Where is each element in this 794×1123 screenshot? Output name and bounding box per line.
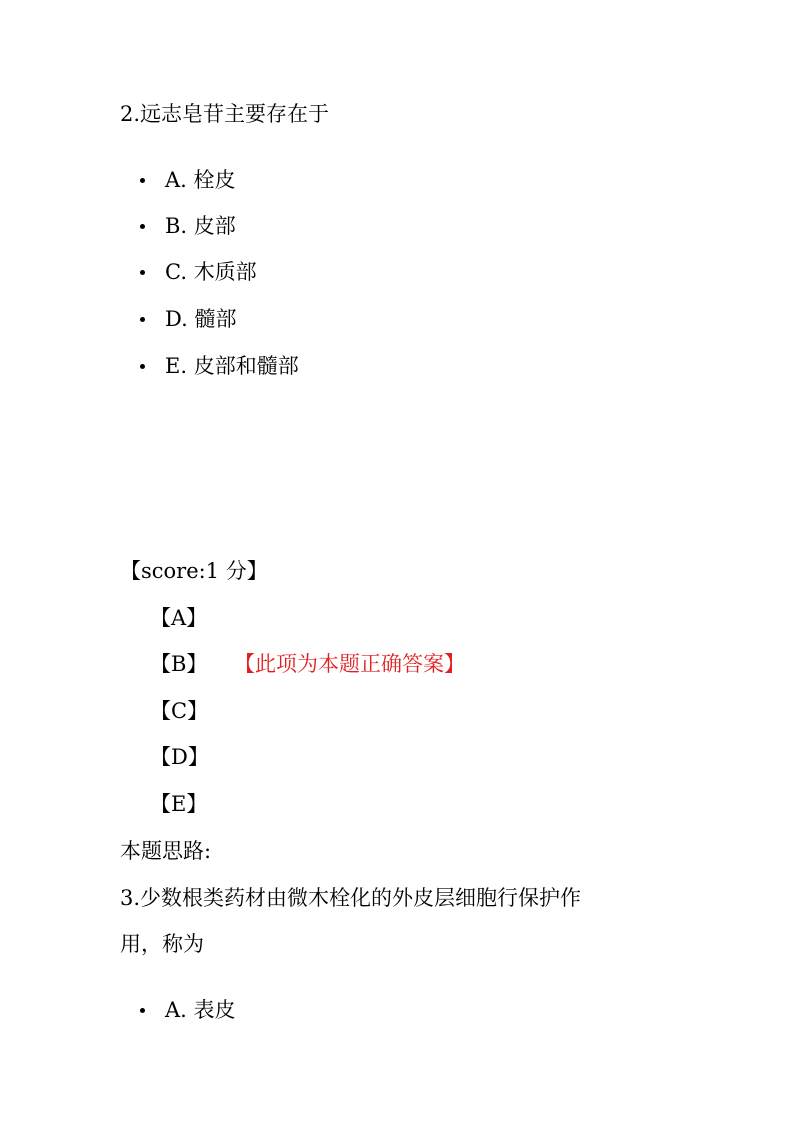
- q3-option-a[interactable]: [140, 996, 236, 1024]
- option-text: 皮部: [193, 214, 236, 238]
- option-b[interactable]: [140, 212, 236, 240]
- bullet-icon: [140, 270, 145, 275]
- option-e[interactable]: [140, 352, 299, 380]
- option-text: 皮部和髓部: [193, 354, 299, 378]
- option-text: 表皮: [193, 998, 236, 1022]
- answer-label: 【D】: [150, 745, 209, 769]
- option-letter: E.: [165, 354, 188, 378]
- answer-b: [150, 650, 207, 678]
- answer-e: [150, 790, 207, 818]
- answer-d: [150, 743, 209, 771]
- option-letter: B.: [165, 214, 188, 238]
- question-3-title-line1: 3.少数根类药材由微木栓化的外皮层细胞行保护作: [120, 886, 582, 910]
- score-label: 【score:1 分】: [120, 559, 268, 583]
- option-letter: A.: [165, 168, 187, 192]
- question-2-title: 2.远志皂苷主要存在于: [120, 102, 330, 126]
- answer-label: 【B】: [150, 652, 208, 676]
- answer-label: 【E】: [150, 792, 208, 816]
- explanation-label: 本题思路:: [120, 839, 212, 863]
- bullet-icon: [140, 364, 145, 369]
- option-text: 栓皮: [193, 168, 236, 192]
- option-c[interactable]: [140, 258, 257, 286]
- option-letter: A.: [165, 998, 187, 1022]
- option-d[interactable]: [140, 305, 236, 333]
- question-3-title-line2: 用，称为: [120, 932, 204, 956]
- correct-answer-tag: 【此项为本题正确答案】: [234, 652, 465, 676]
- option-letter: C.: [165, 260, 187, 284]
- option-text: 髓部: [194, 307, 237, 331]
- answer-a: [150, 604, 207, 632]
- option-text: 木质部: [193, 260, 257, 284]
- bullet-icon: [140, 317, 145, 322]
- bullet-icon: [140, 1008, 145, 1013]
- answer-label: 【A】: [150, 606, 208, 630]
- bullet-icon: [140, 178, 145, 183]
- bullet-icon: [140, 224, 145, 229]
- option-a[interactable]: [140, 166, 236, 194]
- answer-label: 【C】: [150, 699, 209, 723]
- answer-c: [150, 697, 208, 725]
- option-letter: D.: [165, 307, 188, 331]
